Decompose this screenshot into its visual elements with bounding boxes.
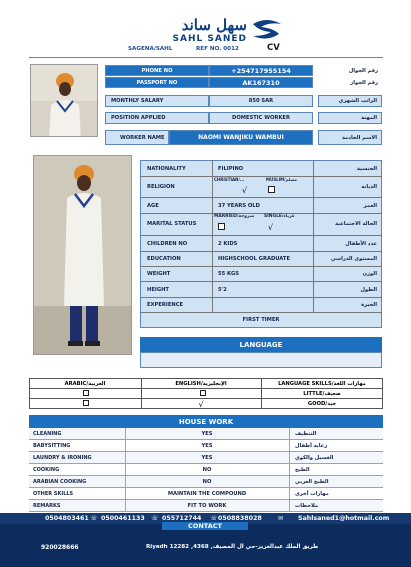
- email-icon: ✉: [278, 515, 284, 522]
- phone-icon: ☏: [90, 515, 98, 522]
- english-good-checkmark: √: [198, 399, 204, 409]
- worker-photo-full: [33, 155, 132, 355]
- height-value: 5'2: [218, 286, 227, 293]
- married-option: MARRIED/متزوجة: [214, 214, 255, 219]
- brand-arabic: سهل ساند: [181, 16, 247, 34]
- house-work-label: OTHER SKILLS: [33, 491, 74, 497]
- passport-value: AK167310: [209, 77, 313, 88]
- muslim-checkbox[interactable]: [268, 186, 275, 193]
- house-work-value: MAINTAIN THE COMPOUND: [167, 491, 247, 497]
- footer-phone-4[interactable]: 0508838028: [218, 515, 262, 522]
- footer-phone-1[interactable]: 0504803461: [45, 515, 89, 522]
- phone-label: PHONE NO: [105, 65, 209, 76]
- footer-phone-3[interactable]: 055712744: [162, 515, 202, 522]
- agency-code: SAGENA/SAHL: [128, 46, 173, 52]
- house-work-label: BABYSITTING: [33, 443, 71, 449]
- children-label-ar: عدد الأطفال: [345, 240, 377, 247]
- house-work-row: [29, 464, 383, 476]
- arabic-little-checkbox[interactable]: [83, 390, 89, 396]
- phone-value: +254717955154: [209, 65, 313, 76]
- house-work-value: NO: [202, 467, 212, 473]
- house-work-row: [29, 500, 383, 512]
- education-value: HIGHSCHOOL GRADUATE: [218, 256, 291, 262]
- footer-contact-label: CONTACT: [162, 522, 248, 530]
- salary-label-ar: الراتب الشهري: [318, 95, 382, 107]
- house-work-value: YES: [201, 443, 213, 449]
- house-work-row: [29, 488, 383, 500]
- house-work-label: LAUNDRY & IRONING: [33, 455, 92, 461]
- experience-label: EXPERIENCE: [147, 302, 184, 308]
- lang-skills: LANGUAGE SKILLS/مهارات اللغة: [278, 380, 366, 387]
- cv-title: CV: [267, 43, 280, 53]
- phone-icon: ☏: [151, 515, 159, 522]
- house-work-header: HOUSE WORK: [29, 415, 383, 428]
- lang-little: LITTLE/ضعيف: [303, 390, 341, 397]
- nationality-label: NATIONALITY: [147, 166, 186, 172]
- house-work-row: [29, 440, 383, 452]
- worker-name-value: NAOMI WANJIKU WAMBUI: [169, 130, 313, 145]
- footer-email[interactable]: Sahlsaned1@hotmail.com: [298, 515, 390, 522]
- house-work-value: YES: [201, 455, 213, 461]
- logo-mark-icon: [249, 18, 285, 42]
- house-work-label-ar: ملاحظات: [295, 503, 319, 509]
- lang-good: GOOD/جيد: [307, 400, 337, 407]
- worker-photo-portrait: [30, 64, 98, 137]
- house-work-value: NO: [202, 479, 212, 485]
- nationality-value: FILIPINO: [218, 166, 244, 172]
- education-label-ar: المستوى الدراسي: [330, 256, 377, 262]
- marital-status-label: MARITAL STATUS: [147, 221, 197, 227]
- passport-label-ar: رقم الجواز: [350, 79, 378, 86]
- children-label: CHILDREN NO: [147, 240, 188, 247]
- marital-status-label-ar: الحالة الاجتماعية: [334, 221, 377, 227]
- house-work-label: CLEANING: [33, 431, 62, 437]
- house-work-row: [29, 476, 383, 488]
- house-work-label-ar: الطبخ العربي: [295, 479, 329, 485]
- lang-arabic: ARABIC/العربية: [64, 380, 106, 387]
- nationality-label-ar: الجنسية: [356, 166, 377, 172]
- language-spacer: [140, 352, 382, 368]
- english-little-checkbox[interactable]: [200, 390, 206, 396]
- age-label-ar: العمر: [363, 202, 377, 209]
- weight-label: WEIGHT: [147, 271, 171, 277]
- salary-label: MONTHLY SALARY: [105, 95, 209, 107]
- house-work-label-ar: رعاية أطفال: [295, 443, 328, 449]
- house-work-label-ar: مهارات أخرى: [295, 491, 329, 497]
- language-header: LANGUAGE: [140, 337, 382, 352]
- footer-address: Riyadh 12282 ,4368 ,طريق الملك عبدالعزيز-حي ال المصيف: [146, 544, 319, 550]
- religion-label: RELIGION: [147, 184, 175, 190]
- salary-value: 850 SAR: [209, 95, 313, 107]
- single-checkmark: √: [268, 222, 274, 232]
- height-label-ar: الطول: [360, 286, 377, 293]
- header-rule: [29, 57, 383, 58]
- passport-label: PASSPORT NO: [105, 77, 209, 88]
- house-work-row: [29, 452, 383, 464]
- company-logo: [127, 18, 287, 44]
- children-value: 2 KIDS: [218, 240, 238, 247]
- single-option: SINGLE/عزباء: [264, 214, 295, 219]
- position-label: POSITION APPLIED: [105, 112, 209, 124]
- worker-name-label: WORKER NAME: [105, 130, 169, 145]
- height-label: HEIGHT: [147, 286, 169, 293]
- worker-name-label-ar: الاسم الخادمة: [318, 130, 382, 145]
- house-work-label-ar: التنظيف: [295, 431, 317, 437]
- weight-label-ar: الوزن: [362, 271, 377, 277]
- religion-label-ar: الديانة: [361, 184, 377, 190]
- house-work-row: [29, 428, 383, 440]
- phone-icon: ☏: [210, 515, 218, 522]
- house-work-value: YES: [201, 431, 213, 437]
- married-checkbox[interactable]: [218, 223, 225, 230]
- brand-english: SAHL SANED: [172, 34, 247, 44]
- house-work-label: COOKING: [33, 467, 60, 473]
- footer-phone-2[interactable]: 0500461133: [101, 515, 145, 522]
- lang-english: ENGLISH/الإنجليزية: [175, 380, 227, 387]
- position-value: DOMESTIC WORKER: [209, 112, 313, 124]
- house-work-label-ar: الطبخ: [295, 467, 310, 473]
- education-label: EDUCATION: [147, 256, 181, 262]
- house-work-label: REMARKS: [33, 503, 61, 509]
- house-work-label-ar: الغسيل والكوي: [295, 455, 334, 461]
- position-label-ar: المهنة: [318, 112, 382, 124]
- arabic-good-checkbox[interactable]: [83, 400, 89, 406]
- reference-number: REF NO. 0012: [196, 46, 239, 52]
- christian-option: CHRISTIAN/...: [214, 177, 245, 182]
- christian-checkmark: √: [242, 185, 248, 195]
- house-work-value: FIT TO WORK: [187, 503, 227, 509]
- weight-value: 55 KGS: [218, 271, 240, 277]
- muslim-option: MUSLIM/مسلم: [266, 177, 297, 182]
- experience-value: FIRST TIMER: [242, 317, 280, 323]
- age-label: AGE: [147, 202, 159, 209]
- footer-fax: 920028666: [41, 544, 79, 551]
- experience-label-ar: الخبرة: [361, 302, 377, 308]
- age-value: 37 YEARS OLD: [218, 202, 260, 209]
- phone-label-ar: رقم الجوال: [348, 67, 378, 74]
- house-work-label: ARABIAN COOKING: [33, 479, 87, 485]
